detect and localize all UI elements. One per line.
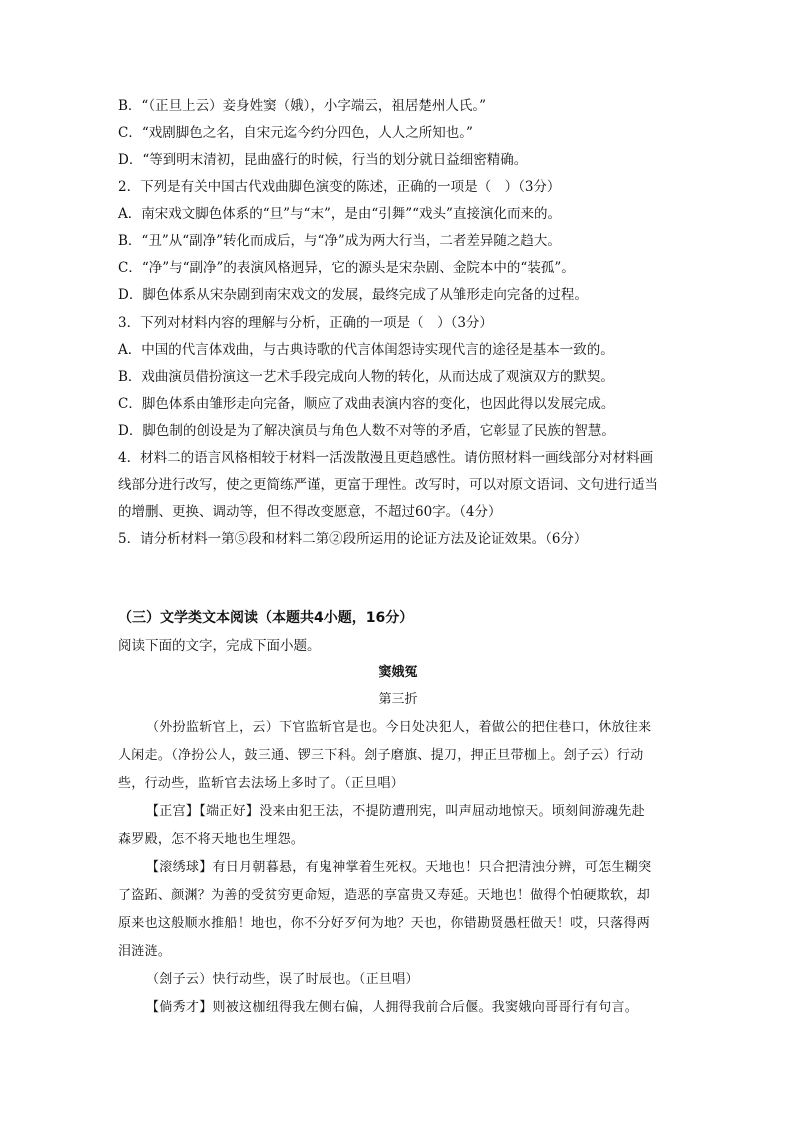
- play-title: 窦娥冤: [378, 665, 418, 680]
- option-d-text: D．“等到明末清初，昆曲盛行的时候，行当的划分就日益细密精确。: [118, 152, 528, 168]
- question-2: 2．下列是有关中国古代戏曲脚色演变的陈述，正确的一项是（ ）（3分）: [118, 179, 561, 195]
- q3-option-a: A．中国的代言体戏曲，与古典诗歌的代言体闺怨诗实现代言的途径是基本一致的。: [118, 342, 614, 358]
- passage-line: 人闲走。（净扮公人，鼓三通、锣三下科。刽子磨旗、提刀，押正旦带枷上。刽子云）行动: [118, 748, 644, 763]
- q2-option-b: B．“丑”从“副净”转化而成后，与“净”成为两大行当，二者差异随之趋大。: [118, 233, 561, 249]
- act-title: 第三折: [378, 692, 418, 707]
- passage-line: 森罗殿，怎不将天地也生埋怨。: [118, 832, 305, 847]
- passage-line: 【倘秀才】则被这枷纽得我左侧右偏，人拥得我前合后偃。我窦娥向哥哥行有句言。: [146, 1000, 639, 1015]
- q2-option-d: D．脚色体系从宋杂剧到南宋戏文的发展，最终完成了从雏形走向完备的过程。: [118, 287, 588, 303]
- q2-option-a: A．南宋戏文脚色体系的“旦”与“末”，是由“引舞”“戏头”直接演化而来的。: [118, 206, 561, 222]
- question-3: 3．下列对材料内容的理解与分析，正确的一项是（ ）（3分）: [118, 315, 493, 331]
- question-4-line-2: 线部分进行改写，使之更简练严谨，更富于理性。改写时，可以对原文语词、文句进行适当: [118, 477, 658, 493]
- q2-option-c: C．“净”与“副净”的表演风格迥异，它的源头是宋杂剧、金院本中的“装孤”。: [118, 260, 575, 276]
- instruction-text: 阅读下面的文字，完成下面小题。: [118, 638, 321, 654]
- option-c-text: C．“戏剧脚色之名，自宋元迄今约分四色，人人之所知也。”: [118, 125, 473, 141]
- q3-option-b: B．戏曲演员借扮演这一艺术手段完成向人物的转化，从而达成了观演双方的默契。: [118, 369, 614, 385]
- passage-line: 【正宫】【端正好】没来由犯王法，不提防遭刑宪，叫声屈动地惊天。顷刻间游魂先赴: [146, 804, 645, 819]
- passage-line: 【滚绣球】有日月朝暮悬，有鬼神掌着生死权。天地也！只合把清浊分辨，可怎生糊突: [146, 860, 652, 875]
- q3-option-d: D．脚色制的创设是为了解决演员与角色人数不对等的矛盾，它彰显了民族的智慧。: [118, 423, 615, 439]
- section-title: （三）文学类文本阅读（本题共4小题，16分）: [118, 610, 414, 626]
- option-b-text: B．“（正旦上云）妾身姓窦（娥），小字端云，祖居楚州人氏。”: [118, 98, 486, 114]
- passage-line: 泪涟涟。: [118, 944, 172, 959]
- question-4-line-3: 的增删、更换、调动等，但不得改变愿意，不超过60字。（4分）: [118, 504, 502, 520]
- question-5: 5．请分析材料一第⑤段和材料二第②段所运用的论证方法及论证效果。（6分）: [118, 531, 588, 547]
- question-4-line-1: 4．材料二的语言风格相较于材料一活泼散漫且更趋感性。请仿照材料一画线部分对材料画: [118, 450, 654, 466]
- passage-line: 了盗跖、颜渊？为善的受贫穷更命短，造恶的享富贵又寿延。天地也！做得个怕硬欺软，却: [118, 888, 651, 903]
- passage-line: （外扮监斩官上，云）下官监斩官是也。今日处决犯人，着做公的把住巷口，休放往来: [146, 720, 652, 735]
- passage-line: 些，行动些，监斩官去法场上多时了。（正旦唱）: [118, 776, 405, 791]
- q3-option-c: C．脚色体系由雏形走向完备，顺应了戏曲表演内容的变化，也因此得以发展完成。: [118, 396, 615, 412]
- passage-line: （刽子云）快行动些，误了时辰也。（正旦唱）: [146, 972, 419, 987]
- passage-line: 原来也这般顺水推船！地也，你不分好歹何为地？天也，你错勘贤愚枉做天！哎，只落得两: [118, 916, 651, 931]
